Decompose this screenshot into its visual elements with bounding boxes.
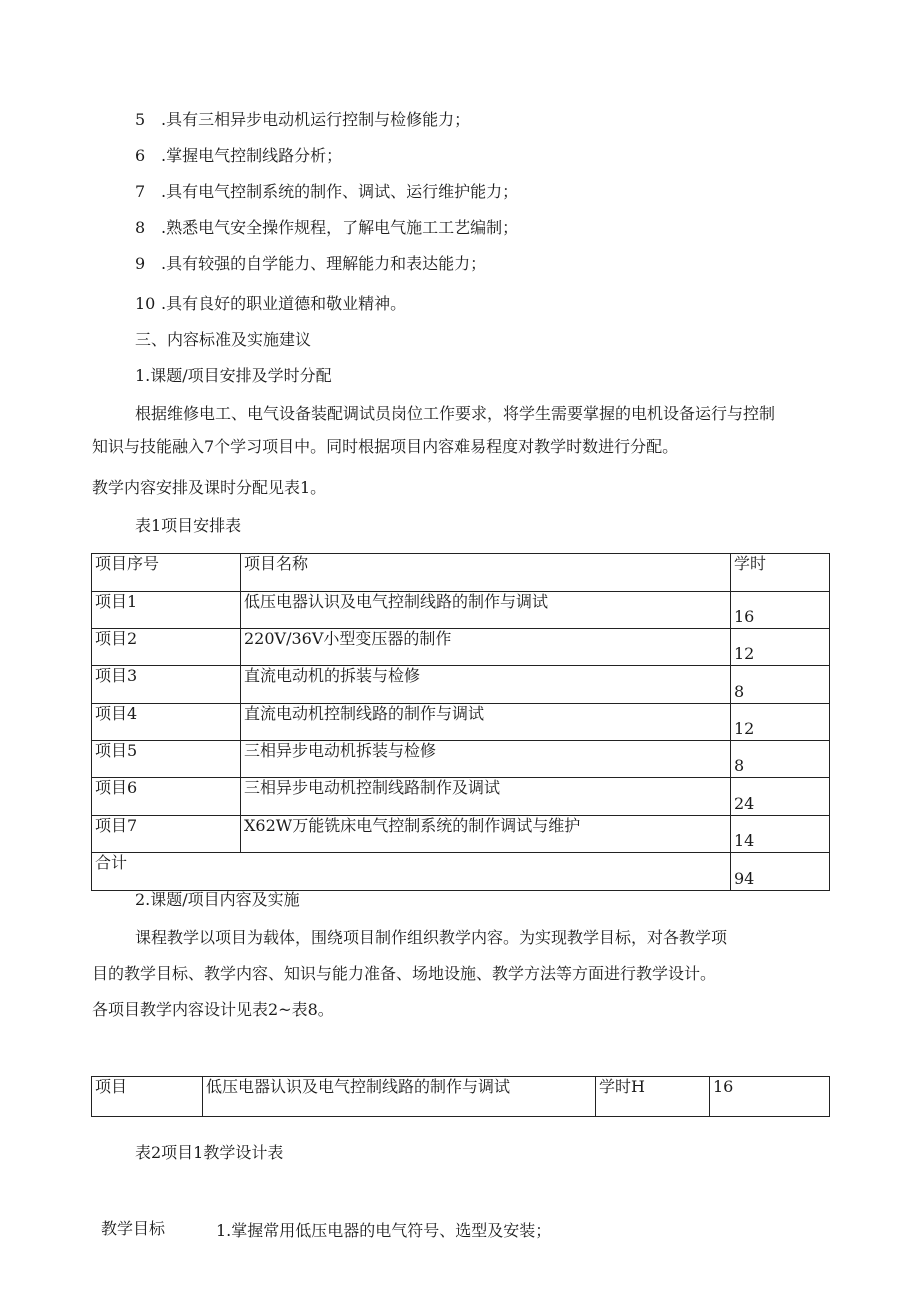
table-row xyxy=(92,1077,830,1117)
table-total-row xyxy=(92,853,830,891)
total-label-cell: 合计 xyxy=(92,853,731,891)
paragraph-line: 知识与技能融入7个学习项目中。同时根据项目内容难易程度对教学时数进行分配。 xyxy=(92,437,679,456)
project-hours-cell: 16 xyxy=(731,592,830,629)
total-hours-cell: 94 xyxy=(731,853,830,891)
project-number-cell: 项目7 xyxy=(92,816,241,853)
project-number-cell: 项目3 xyxy=(92,666,241,704)
project-hours-cell: 8 xyxy=(731,741,830,778)
table-row xyxy=(92,778,830,816)
project-name-cell: 三相异步电动机控制线路制作及调试 xyxy=(241,778,731,816)
project-name-cell: 低压电器认识及电气控制线路的制作与调试 xyxy=(241,592,731,629)
subsection-heading: 2.课题/项目内容及实施 xyxy=(135,890,300,909)
project-number-cell: 项目4 xyxy=(92,704,241,741)
ability-item-8 xyxy=(135,218,518,238)
project-name-cell: 低压电器认识及电气控制线路的制作与调试 xyxy=(203,1077,596,1117)
ability-number: 6 xyxy=(135,146,146,165)
project-number-cell: 项目5 xyxy=(92,741,241,778)
paragraph-line: 各项目教学内容设计见表2~表8。 xyxy=(92,1000,334,1019)
project-hours-cell: 12 xyxy=(731,704,830,741)
ability-text: .具有三相异步电动机运行控制与检修能力； xyxy=(161,110,471,129)
column-header: 项目名称 xyxy=(241,554,731,592)
project-name-cell: X62W万能铣床电气控制系统的制作调试与维护 xyxy=(241,816,731,853)
project-schedule-table xyxy=(91,553,830,891)
paragraph-line: 课程教学以项目为载体，围绕项目制作组织教学内容。为实现教学目标，对各教学项 xyxy=(135,928,728,947)
project-hours-cell: 12 xyxy=(731,629,830,666)
paragraph-line: 根据维修电工、电气设备装配调试员岗位工作要求，将学生需要掌握的电机设备运行与控制 xyxy=(135,404,776,423)
table-row xyxy=(92,704,830,741)
ability-number: 9 xyxy=(135,254,146,273)
project-name-cell: 三相异步电动机拆装与检修 xyxy=(241,741,731,778)
ability-number: 10 xyxy=(135,294,156,313)
project-name-cell: 直流电动机控制线路的制作与调试 xyxy=(241,704,731,741)
ability-number: 5 xyxy=(135,110,146,129)
project-name-cell: 220V/36V小型变压器的制作 xyxy=(241,629,731,666)
table-row xyxy=(92,666,830,704)
project-hours-cell: 24 xyxy=(731,778,830,816)
table-caption: 表1项目安排表 xyxy=(135,516,242,535)
paragraph-line: 目的教学目标、教学内容、知识与能力准备、场地设施、教学方法等方面进行教学设计。 xyxy=(92,964,717,983)
ability-text: .具有较强的自学能力、理解能力和表达能力； xyxy=(161,254,487,273)
ability-text: .熟悉电气安全操作规程，了解电气施工工艺编制； xyxy=(161,218,519,237)
subsection-heading: 1.课题/项目安排及学时分配 xyxy=(135,366,332,385)
table-header-row xyxy=(92,554,830,592)
table-row xyxy=(92,629,830,666)
project-number-cell: 项目1 xyxy=(92,592,241,629)
ability-item-6 xyxy=(135,146,342,166)
ability-item-10 xyxy=(135,294,406,314)
table-row xyxy=(92,741,830,778)
ability-text: .掌握电气控制线路分析； xyxy=(161,146,343,165)
project-number-cell: 项目6 xyxy=(92,778,241,816)
ability-text: .具有电气控制系统的制作、调试、运行维护能力； xyxy=(161,182,519,201)
project-name-cell: 直流电动机的拆装与检修 xyxy=(241,666,731,704)
hours-value-cell: 16 xyxy=(710,1077,830,1117)
teaching-goal-text: 1.掌握常用低压电器的电气符号、选型及安装； xyxy=(216,1221,552,1240)
teaching-goal-label: 教学目标 xyxy=(101,1219,166,1238)
column-header: 学时 xyxy=(731,554,830,592)
project-hours-cell: 8 xyxy=(731,666,830,704)
project-number-cell: 项目2 xyxy=(92,629,241,666)
project1-summary-table xyxy=(91,1076,830,1117)
column-header: 项目序号 xyxy=(92,554,241,592)
table-row xyxy=(92,816,830,853)
ability-item-7 xyxy=(135,182,518,202)
project-label-cell: 项目 xyxy=(92,1077,203,1117)
section-heading: 三、内容标准及实施建议 xyxy=(135,330,312,349)
table-row xyxy=(92,592,830,629)
ability-text: .具有良好的职业道德和敬业精神。 xyxy=(161,294,407,313)
ability-item-5 xyxy=(135,110,470,130)
project-hours-cell: 14 xyxy=(731,816,830,853)
paragraph-line: 教学内容安排及课时分配见表1。 xyxy=(92,478,327,497)
ability-number: 8 xyxy=(135,218,146,237)
table-caption: 表2项目1教学设计表 xyxy=(135,1143,284,1162)
hours-label-cell: 学时H xyxy=(596,1077,710,1117)
ability-number: 7 xyxy=(135,182,146,201)
ability-item-9 xyxy=(135,254,486,274)
